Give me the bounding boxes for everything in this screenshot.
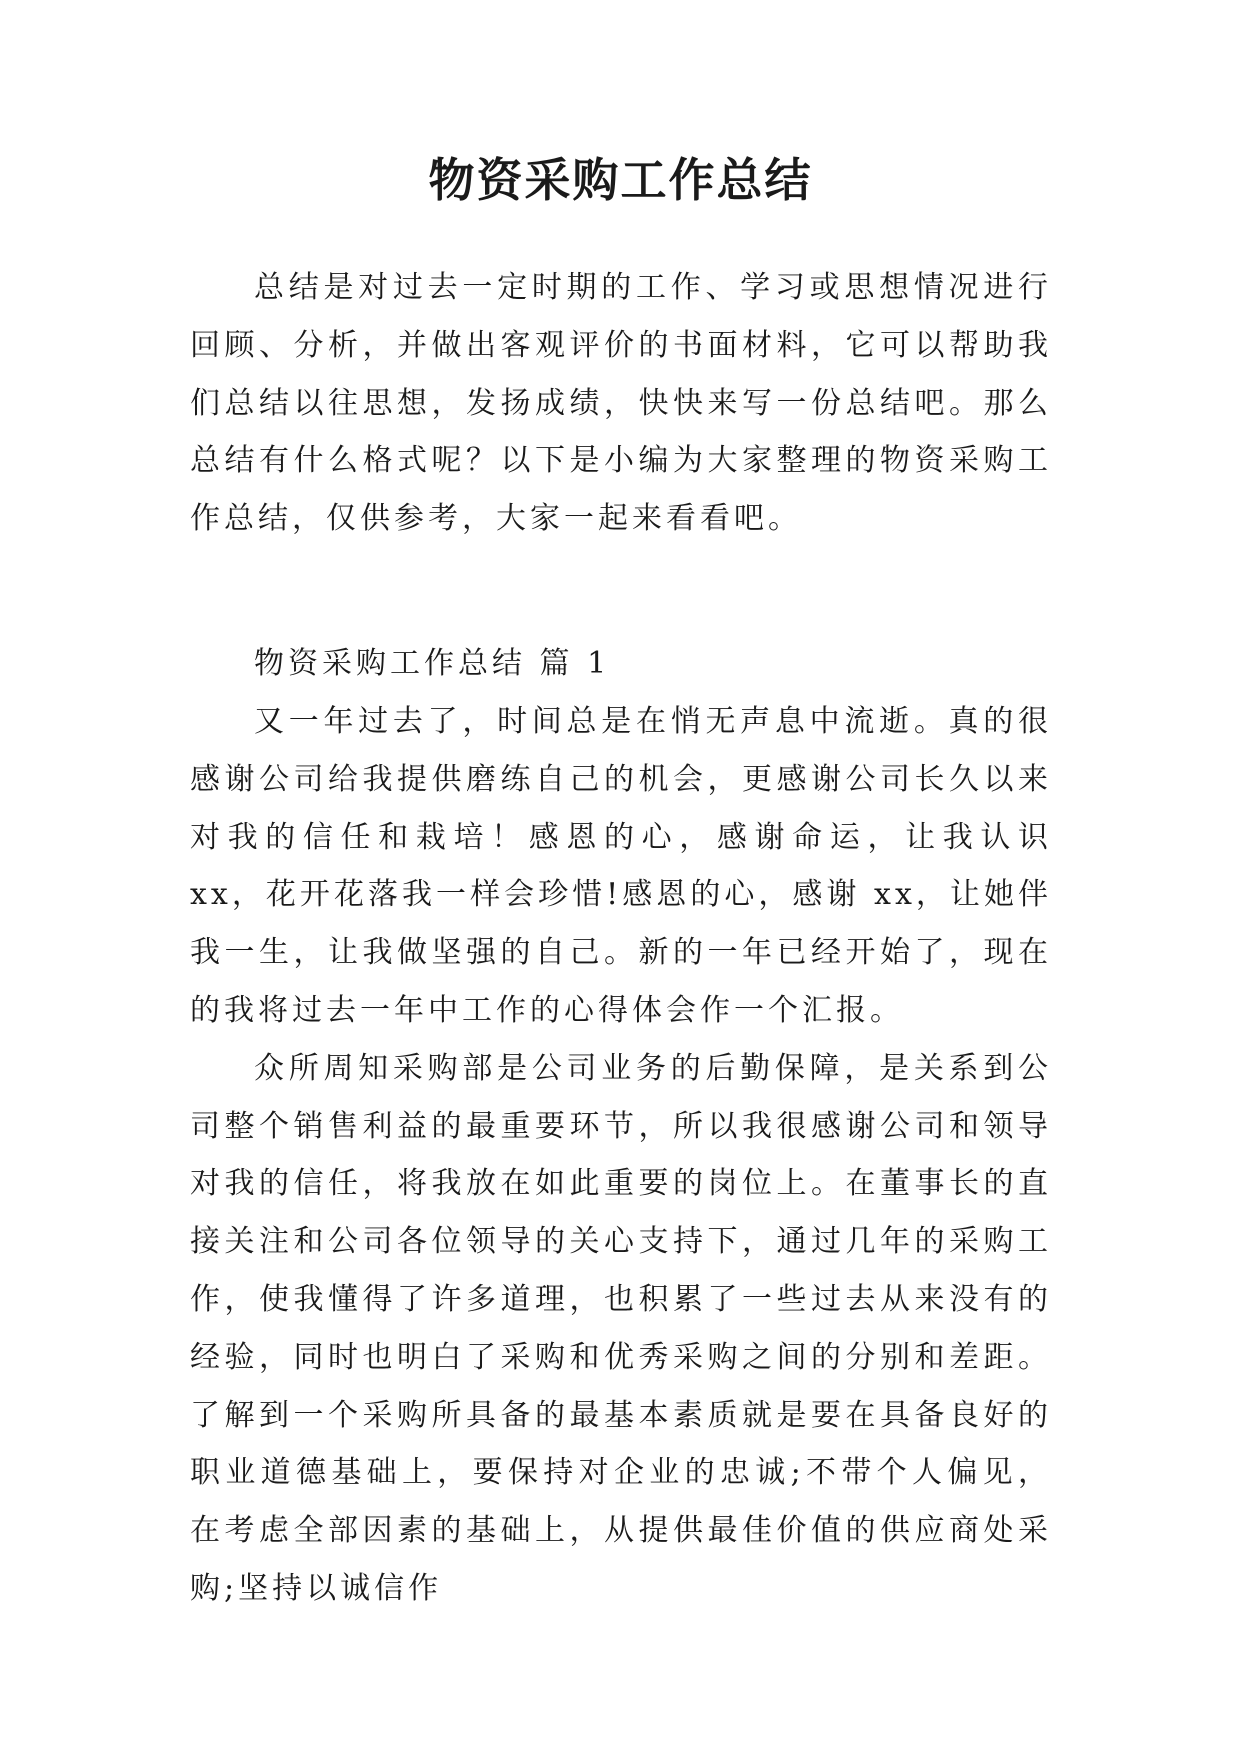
section-body xyxy=(190,693,1052,1618)
page-title: 物资采购工作总结 xyxy=(428,153,813,207)
section-heading: 物资采购工作总结 篇 1 xyxy=(254,646,611,681)
body-paragraph-1: 又一年过去了，时间总是在悄无声息中流逝。真的很感谢公司给我提供磨练自己的机会，更感谢公司长久以来对我的信任和栽培！感恩的心，感谢命运，让我认识 xx，花开花落我一样会珍惜!感恩的心，感谢 xx，让她伴我一生，让我做坚强的自己。新的一年已经开始了，现在的我将过去一年中工作的心得体会作一个汇报。 xyxy=(190,704,1052,1028)
body-paragraph-2: 众所周知采购部是公司业务的后勤保障，是关系到公司整个销售利益的最重要环节，所以我很感谢公司和领导对我的信任，将我放在如此重要的岗位上。在董事长的直接关注和公司各位领导的关心支持下，通过几年的采购工作，使我懂得了许多道理，也积累了一些过去从来没有的经验，同时也明白了采购和优秀采购之间的分别和差距。了解到一个采购所具备的最基本素质就是要在具备良好的职业道德基础上，要保持对企业的忠诚;不带个人偏见，在考虑全部因素的基础上，从提供最佳价值的供应商处采购;坚持以诚信作 xyxy=(190,1050,1052,1606)
intro-paragraph: 总结是对过去一定时期的工作、学习或思想情况进行回顾、分析，并做出客观评价的书面材料，它可以帮助我们总结以往思想，发扬成绩，快快来写一份总结吧。那么总结有什么格式呢？以下是小编为大家整理的物资采购工作总结，仅供参考，大家一起来看看吧。 xyxy=(190,270,1052,537)
